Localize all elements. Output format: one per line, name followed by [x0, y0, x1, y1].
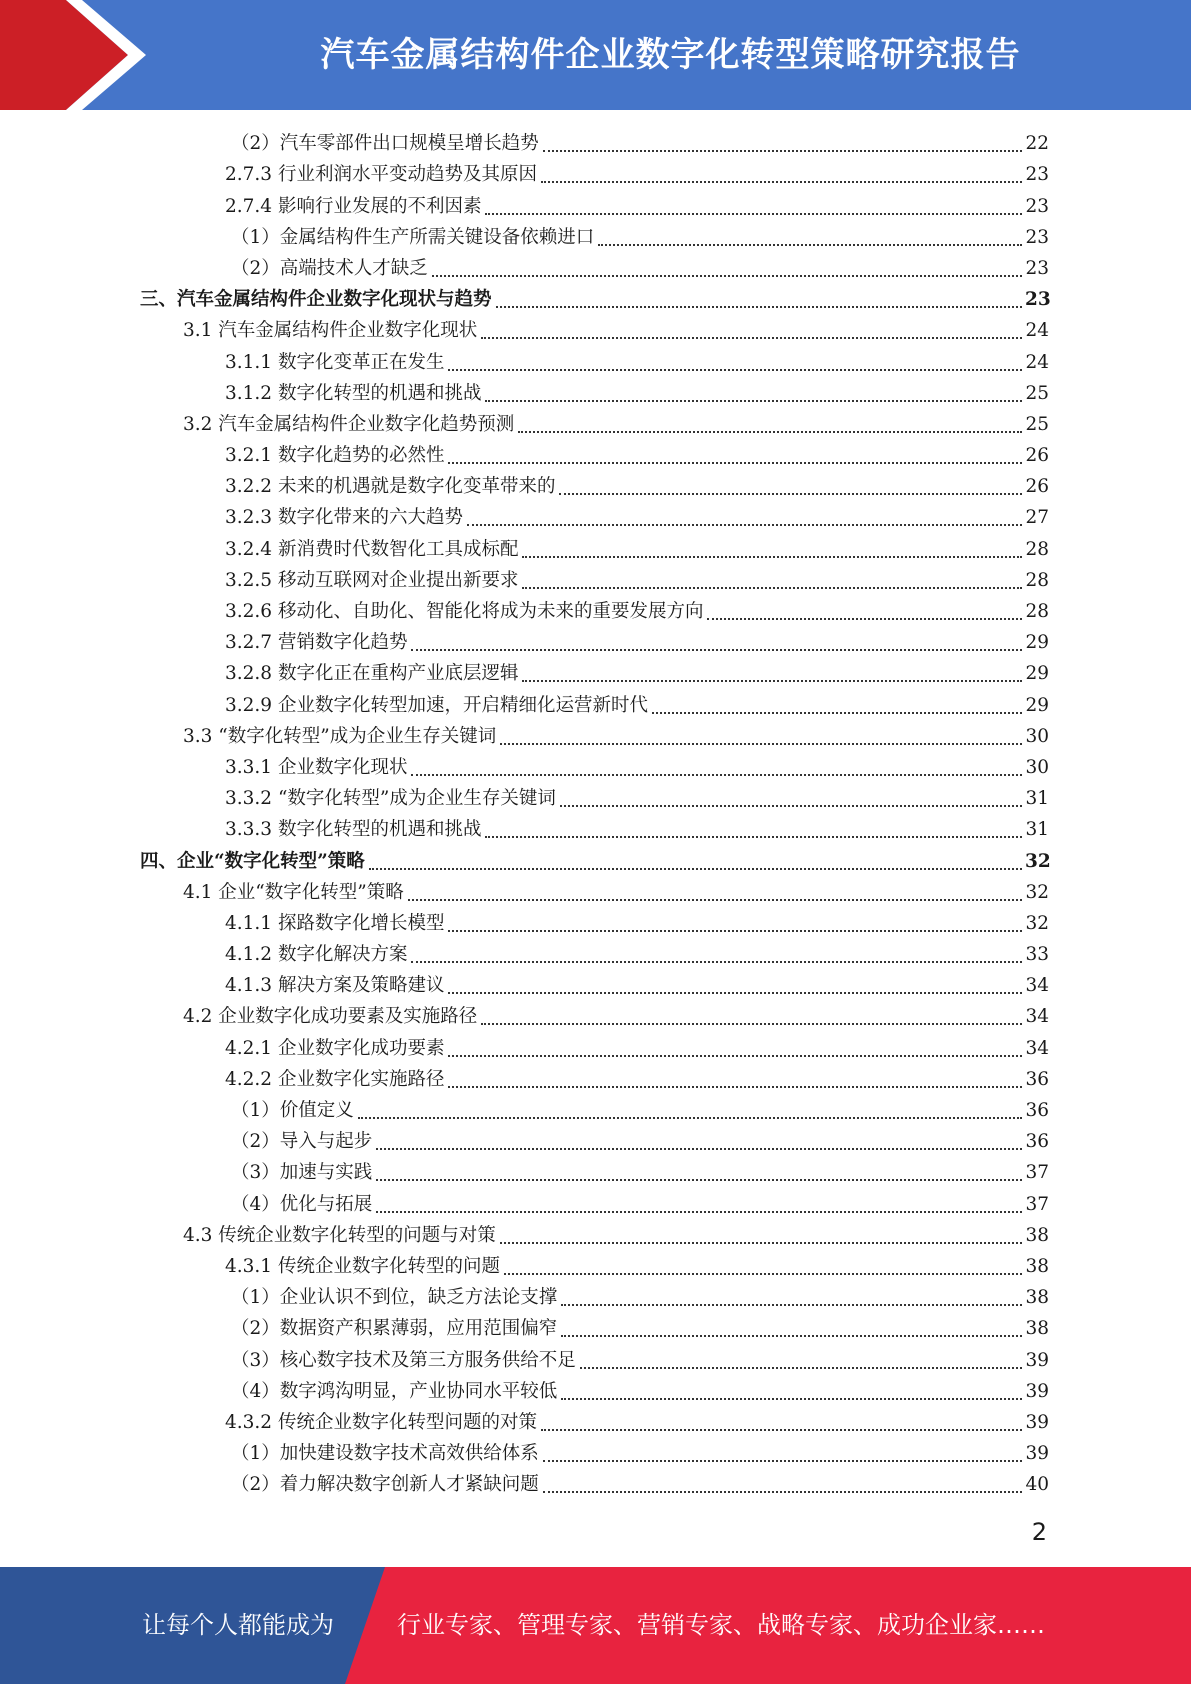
toc-entry[interactable]: [0, 1001, 1191, 1032]
toc-entry-page: 36: [1025, 1100, 1049, 1121]
toc-dot-leader: [522, 587, 1022, 589]
toc-entry-label: 3.2.8 数字化正在重构产业底层逻辑: [225, 663, 519, 685]
toc-entry-label: （2）数据资产积累薄弱，应用范围偏窄: [231, 1318, 558, 1340]
toc-dot-leader: [485, 400, 1022, 402]
table-of-contents: [0, 128, 1191, 1500]
toc-entry-page: 29: [1025, 694, 1049, 716]
toc-entry-label: 4.1 企业“数字化转型”策略: [183, 881, 404, 903]
toc-dot-leader: [518, 431, 1022, 433]
toc-entry[interactable]: [0, 877, 1191, 908]
toc-entry-label: 3.1.2 数字化转型的机遇和挑战: [225, 382, 482, 404]
toc-entry-page: 23: [1025, 289, 1051, 311]
toc-dot-leader: [522, 556, 1022, 558]
toc-entry-label: 3.2.7 营销数字化趋势: [225, 632, 408, 654]
toc-entry[interactable]: [0, 1095, 1191, 1126]
toc-entry-page: 38: [1025, 1224, 1049, 1246]
toc-entry[interactable]: [0, 1376, 1191, 1407]
toc-entry-label: 3.1 汽车金属结构件企业数字化现状: [183, 320, 478, 342]
toc-dot-leader: [522, 680, 1022, 682]
report-title: 汽车金属结构件企业数字化转型策略研究报告: [320, 35, 1021, 75]
toc-entry-page: 34: [1025, 1006, 1049, 1028]
toc-entry-page: 26: [1025, 445, 1049, 467]
toc-entry[interactable]: [0, 752, 1191, 783]
toc-entry-label: （1）加快建设数字技术高效供给体系: [231, 1443, 539, 1465]
toc-dot-leader: [559, 493, 1022, 495]
toc-entry-label: （1）金属结构件生产所需关键设备依赖进口: [231, 226, 595, 248]
toc-dot-leader: [560, 805, 1022, 807]
footer-slogan-right: 行业专家、管理专家、营销专家、战略专家、成功企业家……: [397, 1611, 1045, 1639]
toc-entry-page: 25: [1025, 413, 1049, 435]
toc-dot-leader: [411, 961, 1022, 963]
toc-entry-label: （2）高端技术人才缺乏: [231, 257, 428, 279]
toc-entry[interactable]: [0, 128, 1191, 159]
toc-entry-page: 30: [1025, 725, 1049, 747]
toc-entry[interactable]: [0, 1220, 1191, 1251]
toc-dot-leader: [481, 337, 1022, 339]
toc-entry-label: 2.7.3 行业利润水平变动趋势及其原因: [225, 164, 537, 186]
toc-entry-label: 4.1.3 解决方案及策略建议: [225, 975, 445, 997]
toc-entry[interactable]: [0, 1032, 1191, 1063]
toc-entry-label: 3.2.6 移动化、自助化、智能化将成为未来的重要发展方向: [225, 601, 704, 622]
toc-entry-label: 4.2 企业数字化成功要素及实施路径: [183, 1006, 478, 1028]
toc-entry[interactable]: [0, 253, 1191, 284]
toc-entry-label: 3.2.2 未来的机遇就是数字化变革带来的: [225, 476, 556, 498]
toc-entry-label: 4.1.1 探路数字化增长模型: [225, 912, 445, 934]
toc-dot-leader: [448, 930, 1022, 932]
toc-dot-leader: [376, 1148, 1022, 1150]
toc-entry[interactable]: [0, 845, 1191, 876]
toc-entry[interactable]: [0, 1126, 1191, 1157]
toc-entry[interactable]: [0, 1438, 1191, 1469]
toc-dot-leader: [432, 275, 1022, 277]
toc-entry[interactable]: [0, 222, 1191, 253]
toc-entry-label: （1）价值定义: [231, 1100, 354, 1121]
toc-dot-leader: [369, 868, 1022, 870]
toc-entry[interactable]: [0, 346, 1191, 377]
toc-dot-leader: [541, 1429, 1022, 1431]
footer-slogan-left: 让每个人都能成为: [142, 1611, 334, 1639]
toc-entry-page: 40: [1025, 1474, 1049, 1496]
toc-dot-leader: [411, 649, 1022, 651]
toc-dot-leader: [376, 1179, 1022, 1181]
toc-entry-label: 4.3.2 传统企业数字化转型问题的对策: [225, 1411, 537, 1433]
toc-entry[interactable]: [0, 409, 1191, 440]
toc-entry-page: 37: [1025, 1193, 1049, 1215]
toc-entry-page: 39: [1025, 1349, 1049, 1371]
page-number: 2: [1031, 1518, 1047, 1546]
toc-dot-leader: [448, 369, 1022, 371]
toc-entry-page: 24: [1025, 351, 1049, 373]
toc-entry-label: 4.2.1 企业数字化成功要素: [225, 1037, 445, 1059]
toc-entry[interactable]: [0, 284, 1191, 315]
toc-entry-page: 39: [1025, 1411, 1049, 1433]
toc-entry[interactable]: [0, 471, 1191, 502]
toc-entry-page: 27: [1025, 507, 1049, 529]
toc-entry[interactable]: [0, 378, 1191, 409]
toc-entry-label: 3.1.1 数字化变革正在发生: [225, 351, 445, 373]
toc-dot-leader: [504, 1273, 1022, 1275]
toc-entry-label: 3.3.2 “数字化转型”成为企业生存关键词: [225, 788, 556, 810]
toc-entry-label: 3.2.3 数字化带来的六大趋势: [225, 507, 463, 529]
toc-dot-leader: [543, 150, 1022, 152]
toc-entry-page: 23: [1025, 257, 1049, 279]
toc-dot-leader: [652, 712, 1022, 714]
toc-entry[interactable]: [0, 1469, 1191, 1500]
toc-entry-label: （4）优化与拓展: [231, 1193, 373, 1215]
toc-dot-leader: [500, 743, 1022, 745]
toc-entry-page: 29: [1025, 632, 1049, 654]
toc-entry-label: 3.3.1 企业数字化现状: [225, 756, 408, 778]
toc-entry-page: 26: [1025, 476, 1049, 498]
toc-entry-label: 3.3.3 数字化转型的机遇和挑战: [225, 819, 482, 841]
toc-entry-page: 23: [1025, 226, 1049, 248]
toc-dot-leader: [541, 181, 1022, 183]
toc-entry-page: 28: [1025, 601, 1049, 622]
toc-entry-page: 37: [1025, 1162, 1049, 1184]
toc-entry-page: 31: [1025, 788, 1049, 810]
toc-dot-leader: [561, 1304, 1022, 1306]
toc-dot-leader: [485, 836, 1022, 838]
toc-entry-label: （2）导入与起步: [231, 1131, 373, 1153]
toc-dot-leader: [358, 1117, 1022, 1119]
toc-dot-leader: [707, 618, 1022, 620]
toc-dot-leader: [580, 1367, 1022, 1369]
toc-entry[interactable]: [0, 783, 1191, 814]
toc-entry-page: 28: [1025, 569, 1049, 591]
toc-entry[interactable]: [0, 1407, 1191, 1438]
toc-entry-label: 三、汽车金属结构件企业数字化现状与趋势: [140, 289, 492, 311]
toc-entry-label: 3.2.5 移动互联网对企业提出新要求: [225, 569, 519, 591]
toc-entry-label: （4）数字鸿沟明显，产业协同水平较低: [231, 1380, 558, 1402]
toc-entry-label: （2）汽车零部件出口规模呈增长趋势: [231, 133, 539, 155]
toc-entry-page: 30: [1025, 756, 1049, 778]
toc-entry-page: 31: [1025, 819, 1049, 841]
toc-dot-leader: [500, 1242, 1022, 1244]
toc-dot-leader: [598, 244, 1022, 246]
toc-dot-leader: [408, 899, 1022, 901]
toc-dot-leader: [376, 1211, 1022, 1213]
toc-entry[interactable]: [0, 1251, 1191, 1282]
toc-entry[interactable]: [0, 658, 1191, 689]
toc-entry-page: 36: [1025, 1131, 1049, 1153]
toc-dot-leader: [485, 213, 1022, 215]
toc-entry[interactable]: [0, 939, 1191, 970]
toc-entry[interactable]: [0, 908, 1191, 939]
toc-entry-page: 23: [1025, 164, 1049, 186]
toc-entry-page: 34: [1025, 1037, 1049, 1059]
toc-dot-leader: [411, 774, 1022, 776]
toc-dot-leader: [496, 306, 1022, 308]
toc-entry[interactable]: [0, 721, 1191, 752]
toc-entry-label: （1）企业认识不到位，缺乏方法论支撑: [231, 1287, 558, 1309]
toc-entry[interactable]: [0, 689, 1191, 720]
toc-entry-page: 38: [1025, 1318, 1049, 1340]
toc-entry[interactable]: [0, 596, 1191, 627]
toc-entry-page: 22: [1025, 133, 1049, 155]
toc-entry-page: 39: [1025, 1380, 1049, 1402]
toc-entry-page: 33: [1025, 944, 1049, 966]
toc-entry-page: 32: [1025, 881, 1049, 903]
toc-entry[interactable]: [0, 190, 1191, 221]
toc-entry-page: 34: [1025, 975, 1049, 997]
toc-dot-leader: [481, 1023, 1022, 1025]
toc-dot-leader: [543, 1460, 1022, 1462]
toc-dot-leader: [561, 1335, 1022, 1337]
toc-entry-page: 36: [1025, 1068, 1049, 1090]
toc-entry[interactable]: [0, 814, 1191, 845]
toc-entry[interactable]: [0, 970, 1191, 1001]
toc-entry-page: 39: [1025, 1443, 1049, 1465]
toc-entry-label: （2）着力解决数字创新人才紧缺问题: [231, 1474, 539, 1496]
header-bar: [0, 0, 1191, 110]
toc-entry[interactable]: [0, 315, 1191, 346]
toc-entry-page: 32: [1025, 850, 1051, 872]
toc-entry-page: 28: [1025, 538, 1049, 560]
toc-entry[interactable]: [0, 1313, 1191, 1344]
toc-entry-label: 4.2.2 企业数字化实施路径: [225, 1068, 445, 1090]
toc-entry-page: 38: [1025, 1287, 1049, 1309]
toc-entry[interactable]: [0, 565, 1191, 596]
toc-entry-label: （3）核心数字技术及第三方服务供给不足: [231, 1349, 576, 1371]
toc-entry[interactable]: [0, 627, 1191, 658]
toc-entry-label: 3.2.4 新消费时代数智化工具成标配: [225, 538, 519, 560]
toc-entry-label: 3.3 “数字化转型”成为企业生存关键词: [183, 725, 497, 747]
toc-entry-label: 四、企业“数字化转型”策略: [140, 850, 365, 872]
toc-entry[interactable]: [0, 1282, 1191, 1313]
toc-dot-leader: [561, 1398, 1022, 1400]
toc-entry-page: 38: [1025, 1255, 1049, 1277]
toc-entry-label: 4.3.1 传统企业数字化转型的问题: [225, 1255, 500, 1277]
toc-entry-label: 2.7.4 影响行业发展的不利因素: [225, 195, 482, 217]
toc-entry[interactable]: [0, 502, 1191, 533]
toc-entry[interactable]: [0, 159, 1191, 190]
toc-entry-page: 29: [1025, 663, 1049, 685]
toc-entry[interactable]: [0, 1188, 1191, 1219]
toc-entry-label: 3.2.9 企业数字化转型加速，开启精细化运营新时代: [225, 694, 648, 716]
toc-dot-leader: [448, 992, 1022, 994]
toc-entry[interactable]: [0, 533, 1191, 564]
toc-entry-label: （3）加速与实践: [231, 1162, 373, 1184]
toc-dot-leader: [467, 524, 1022, 526]
toc-dot-leader: [448, 1086, 1022, 1088]
toc-dot-leader: [448, 1055, 1022, 1057]
toc-entry[interactable]: [0, 440, 1191, 471]
toc-entry-page: 25: [1025, 382, 1049, 404]
toc-entry-page: 32: [1025, 912, 1049, 934]
toc-entry-page: 23: [1025, 195, 1049, 217]
toc-entry-label: 4.3 传统企业数字化转型的问题与对策: [183, 1224, 496, 1246]
toc-entry-label: 3.2.1 数字化趋势的必然性: [225, 445, 445, 467]
toc-entry[interactable]: [0, 1064, 1191, 1095]
toc-entry[interactable]: [0, 1344, 1191, 1375]
toc-entry[interactable]: [0, 1157, 1191, 1188]
toc-entry-page: 24: [1025, 320, 1049, 342]
header-chevron-decoration: [0, 0, 160, 110]
footer-banner: [0, 1567, 1191, 1684]
toc-entry-label: 3.2 汽车金属结构件企业数字化趋势预测: [183, 413, 515, 435]
toc-dot-leader: [448, 462, 1022, 464]
toc-entry-label: 4.1.2 数字化解决方案: [225, 944, 408, 966]
toc-dot-leader: [543, 1491, 1022, 1493]
